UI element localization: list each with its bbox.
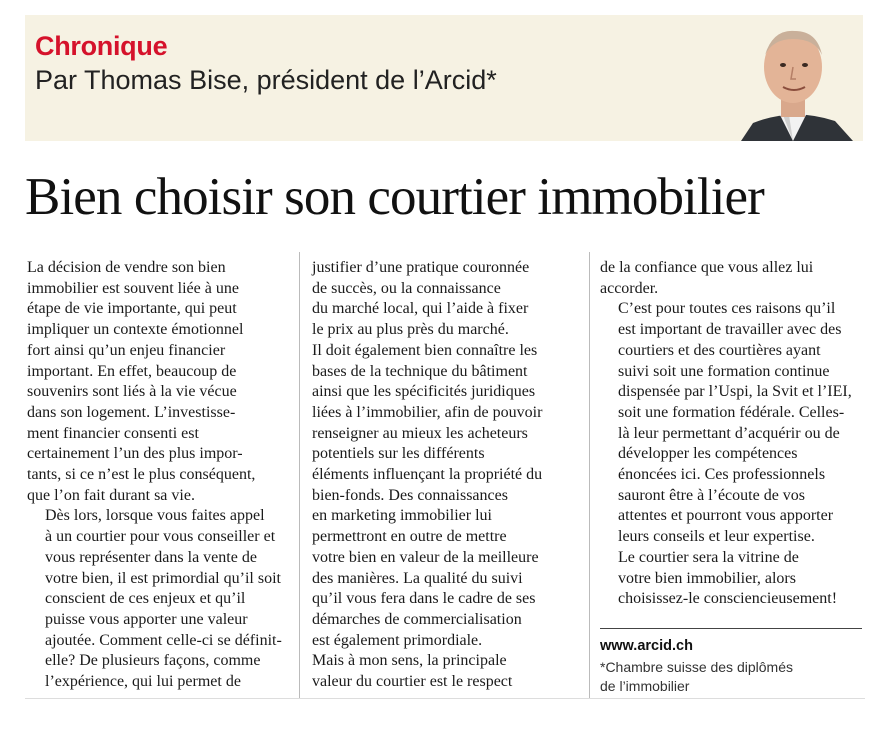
bottom-rule [25,698,865,699]
text-line: C’est pour toutes ces raisons qu’il [618,300,836,318]
paragraph [600,548,862,610]
text-line: ment financier consenti est [27,424,199,442]
text-line: suivi soit une formation continue [618,362,830,380]
article-footer [600,628,862,696]
footnote [600,658,862,696]
text-line: de la confiance que vous allez lui [600,259,814,276]
text-line: le prix au plus près du marché. [312,321,509,339]
paragraph [27,506,289,692]
text-line: là leur permettant d’acquérir ou de [618,424,840,442]
website-link[interactable]: www.arcid.ch [600,638,693,654]
text-line: éléments influençant la propriété du [312,466,543,484]
text-line: renseigner au mieux les acheteurs [312,424,528,442]
text-line: démarches de commercialisation [312,610,522,628]
text-line: accorder. [600,279,659,297]
text-line: potentiels sur les différents [312,445,485,463]
text-line: permettront en outre de mettre [312,528,507,546]
article-column-1 [27,258,289,698]
text-line: des manières. La qualité du suivi [312,569,523,587]
text-line: à un courtier pour vous conseiller et [45,528,276,546]
text-line: Mais à mon sens, la principale [312,652,507,670]
text-line: ainsi que les spécificités juridiques [312,383,536,401]
text-line: votre bien immobilier, alors [618,569,796,587]
text-line: de succès, ou la connaissance [312,279,501,297]
text-line: du marché local, qui l’aide à fixer [312,300,529,318]
text-line: étape de vie importante, qui peut [27,300,237,318]
text-line: énoncées ici. Ces professionnels [618,466,826,484]
footnote-line: *Chambre suisse des diplômés [600,659,793,675]
text-line: développer les compétences [618,445,798,463]
text-line: l’expérience, qui lui permet de [45,673,241,691]
text-line: en marketing immobilier lui [312,507,492,525]
text-line: puisse vous apporter une valeur [45,610,248,628]
text-line: est également primordiale. [312,631,483,649]
text-line: Il doit également bien connaître les [312,341,538,359]
paragraph [600,258,862,299]
text-line: leurs conseils et leur expertise. [618,528,815,546]
text-line: La décision de vendre son bien [27,259,226,276]
section-kicker: Chronique [35,31,168,61]
author-byline: Par Thomas Bise, président de l’Arcid* [35,65,497,95]
text-line: ajoutée. Comment celle-ci se définit- [45,631,282,649]
article-column-2 [312,258,576,698]
text-line: Dès lors, lorsque vous faites appel [45,507,265,525]
text-line: elle? De plusieurs façons, comme [45,652,261,670]
text-line: bien-fonds. Des connaissances [312,486,508,504]
paragraph [600,299,862,547]
text-line: justifier d’une pratique couronnée [312,259,530,276]
paragraph [312,258,576,693]
text-line: votre bien, il est primordial qu’il soit [45,569,281,587]
text-line: choisissez-le consciencieusement! [618,590,838,608]
text-line: conscient de ces enjeux et qu’il [45,590,246,608]
text-line: dispensée par l’Uspi, la Svit et l’IEI, [618,383,852,401]
footnote-line: de l’immobilier [600,678,690,694]
text-line: soit une formation fédérale. Celles- [618,403,845,421]
text-line: impliquer un contexte émotionnel [27,321,244,339]
column-divider [589,252,590,698]
text-line: que l’on fait durant sa vie. [27,486,195,504]
text-line: tants, si ce n’est le plus conséquent, [27,466,256,484]
text-line: est important de travailler avec des [618,321,842,339]
text-line: courtiers et des courtières ayant [618,341,821,359]
chronique-header [25,15,863,141]
text-line: dans son logement. L’investisse- [27,403,236,421]
column-divider [299,252,300,698]
text-line: vous représenter dans la vente de [45,548,257,566]
text-line: qu’il vous fera dans le cadre de ses [312,590,536,608]
text-line: souvenirs sont liés à la vie vécue [27,383,237,401]
text-line: Le courtier sera la vitrine de [618,548,799,566]
article-column-3 [600,258,862,610]
text-line: liées à l’immobilier, afin de pouvoir [312,403,543,421]
text-line: votre bien en valeur de la meilleure [312,548,539,566]
text-line: fort ainsi qu’un enjeu financier [27,341,226,359]
text-line: certainement l’un des plus impor- [27,445,243,463]
text-line: attentes et pourront vous apporter [618,507,834,525]
text-line: sauront être à l’écoute de vos [618,486,806,504]
text-line: important. En effet, beaucoup de [27,362,237,380]
text-line: valeur du courtier est le respect [312,673,513,691]
text-line: bases de la technique du bâtiment [312,362,528,380]
article-headline: Bien choisir son courtier immobilier [25,168,764,226]
text-line: immobilier est souvent liée à une [27,279,239,297]
paragraph [27,258,289,506]
author-portrait-icon [723,15,863,141]
